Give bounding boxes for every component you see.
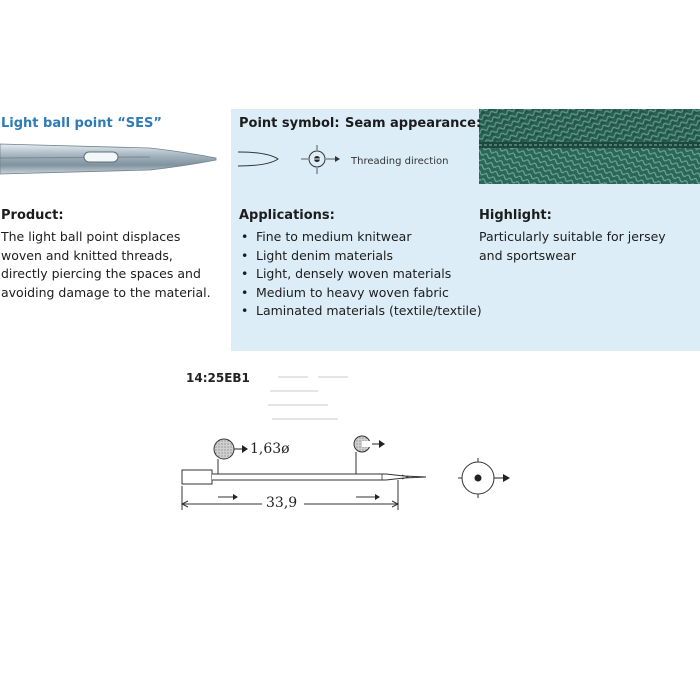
needle-illustration [0,138,222,182]
list-item: • Laminated materials (textile/textile) [239,302,482,321]
list-item: • Fine to medium knitwear [239,228,482,247]
seam-appearance-label: Seam appearance: [345,116,482,131]
point-symbol-label: Point symbol: [239,116,340,131]
length-label: 33,9 [266,495,298,511]
needle-technical-diagram [176,428,526,524]
applications-heading: Applications: [239,208,335,223]
diameter-label: 1,63ø [250,441,290,457]
list-item: • Light, densely woven materials [239,265,482,284]
point-symbol-icon [238,140,348,184]
fabric-seam-image [479,109,700,184]
needle-system-code: 14:25EB1 [186,371,250,385]
highlight-description: Particularly suitable for jersey and sportswear [479,229,666,263]
list-item: • Light denim materials [239,247,482,266]
page-title: Light ball point “SES” [1,116,162,131]
product-description: The light ball point displaces woven and knitted threads, directly piercing the spaces and avoiding damage to the material. [1,229,211,300]
product-heading: Product: [1,208,64,223]
list-item: • Medium to heavy woven fabric [239,284,482,303]
highlight-heading: Highlight: [479,208,552,223]
threading-direction-label: Threading direction [351,156,449,167]
applications-list [239,228,482,321]
